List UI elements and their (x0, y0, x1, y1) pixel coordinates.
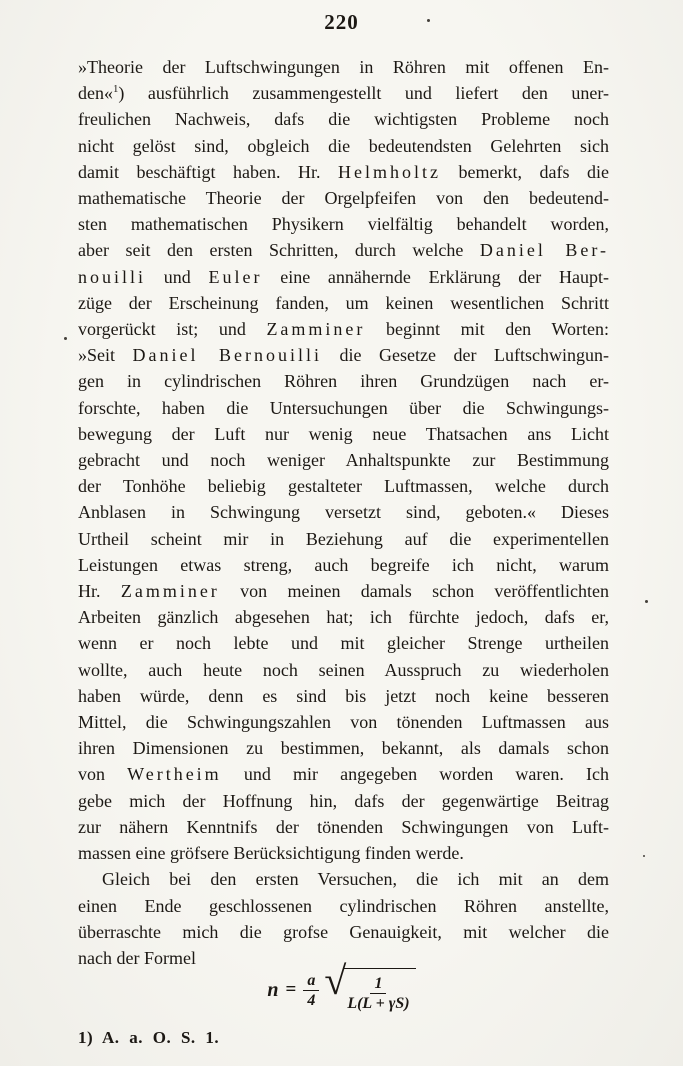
scan-speck (645, 600, 648, 603)
letterspaced-name: Helmholtz (338, 161, 441, 182)
text-line: gen in cylindrischen Röhren ihren Grundzügen nach er- (78, 371, 609, 392)
page-number: 220 (324, 10, 359, 34)
letterspaced-name: Wertheim (127, 764, 222, 785)
coefficient-numerator: a (303, 972, 319, 991)
text-line: freulichen Nachweis, dafs die wichtigsten Probleme noch (78, 109, 609, 130)
letterspaced-name: Daniel Ber- (479, 240, 609, 261)
text-line: der Tonhöhe beliebig gestalteter Luftmassen, welche durch (78, 476, 609, 497)
body-text (78, 54, 609, 971)
text-line: Gleich bei den ersten Versuchen, die ich mit an dem (102, 869, 609, 890)
footnote: 1) A. a. O. S. 1. (78, 1028, 220, 1047)
text-line: gebe mich der Hoffnung hin, dafs der gegenwärtige Beitrag (78, 790, 609, 811)
text-line: nouilli und Euler eine annähernde Erklärung der Haupt- (78, 266, 610, 287)
text-line: Arbeiten gänzlich abgesehen hat; ich fürchte jedoch, dafs er, (78, 607, 609, 628)
text-line: wenn er noch lebte und mit gleicher Strenge urtheilen (78, 633, 609, 654)
footnote-reference: 1 (113, 83, 119, 96)
letterspaced-name: Euler (208, 266, 263, 287)
text-line: massen eine gröfsere Berücksichtigung finden werde. (78, 843, 464, 864)
text-line: haben würde, denn es sind bis jetzt noch keine besseren (78, 685, 609, 706)
formula-equals-sign: = (285, 979, 297, 1000)
letterspaced-name: nouilli (78, 266, 147, 287)
text-line: gebracht und noch weniger Anhaltspunkte zur Bestimmung (78, 450, 609, 471)
text-line: von Wertheim und mir angegeben worden waren. Ich (78, 764, 610, 785)
scan-speck (643, 855, 645, 857)
text-line: Anblasen in Schwingung versetzt sind, geboten.« Dieses (78, 502, 609, 523)
text-line: Leistungen etwas streng, auch begreife ich nicht, warum (78, 554, 609, 575)
letterspaced-name: Zamminer (120, 581, 220, 602)
coefficient-denominator: 4 (307, 991, 316, 1009)
radicand-numerator: 1 (370, 975, 386, 994)
text-line: nach der Formel (78, 947, 196, 968)
text-line: überraschte mich die grofse Genauigkeit, mit welcher die (78, 921, 609, 942)
text-line: ihren Dimensionen zu bestimmen, bekannt, als damals schon (78, 738, 609, 759)
text-line: den«$^1$) ausführlich zusammengestellt und liefert den uner- (78, 83, 609, 104)
text-line: Urtheil scheint mir in Beziehung auf die experimentellen (78, 528, 609, 549)
formula (0, 958, 683, 1012)
radicand (343, 968, 415, 1012)
text-line: Hr. Zamminer von meinen damals schon veröffentlichten (78, 581, 610, 602)
text-line: forschte, haben die Untersuchungen über die Schwingungs- (78, 397, 609, 418)
text-line: einen Ende geschlossenen cylindrischen Röhren anstellte, (78, 895, 609, 916)
radicand-fraction (347, 975, 409, 1012)
text-line: bewegung der Luft nur wenig neue Thatsachen ans Licht (78, 423, 609, 444)
text-line: sten mathematischen Physikern vielfältig behandelt worden, (78, 214, 609, 235)
text-line: vorgerückt ist; und Zamminer beginnt mit den Worten: (78, 319, 609, 340)
letterspaced-name: Daniel Bernouilli (132, 345, 323, 366)
radicand-denominator: L(L + γS) (347, 995, 410, 1012)
text-line: nicht gelöst sind, obgleich die bedeutendsten Gelehrten sich (78, 135, 609, 156)
formula-coefficient-fraction (303, 972, 319, 1009)
text-line: aber seit den ersten Schritten, durch welche Daniel Ber- (78, 240, 609, 261)
text-line: damit beschäftigt haben. Hr. Helmholtz bemerkt, dafs die (78, 161, 609, 182)
letterspaced-name: Zamminer (266, 319, 366, 340)
text-line: mathematische Theorie der Orgelpfeifen von den bedeutend- (78, 188, 609, 209)
radical-sign-icon: √ (324, 958, 347, 1003)
text-line: zur nähern Kenntnifs der tönenden Schwingungen von Luft- (78, 816, 609, 837)
formula-square-root (324, 958, 415, 1012)
formula-variable-n: n (267, 978, 279, 1001)
scan-speck (64, 337, 67, 340)
text-line: »Theorie der Luftschwingungen in Röhren mit offenen En- (78, 57, 609, 77)
paragraph (78, 54, 609, 866)
text-line: »Seit Daniel Bernouilli die Gesetze der Luftschwingun- (78, 345, 609, 366)
paragraph (78, 866, 609, 971)
scan-speck (427, 19, 430, 22)
text-line: wollte, auch heute noch seinen Ausspruch zu wiederholen (78, 659, 609, 680)
text-line: züge der Erscheinung fanden, um keinen wesentlichen Schritt (78, 292, 609, 313)
text-line: Mittel, die Schwingungszahlen von tönenden Luftmassen aus (78, 712, 609, 733)
